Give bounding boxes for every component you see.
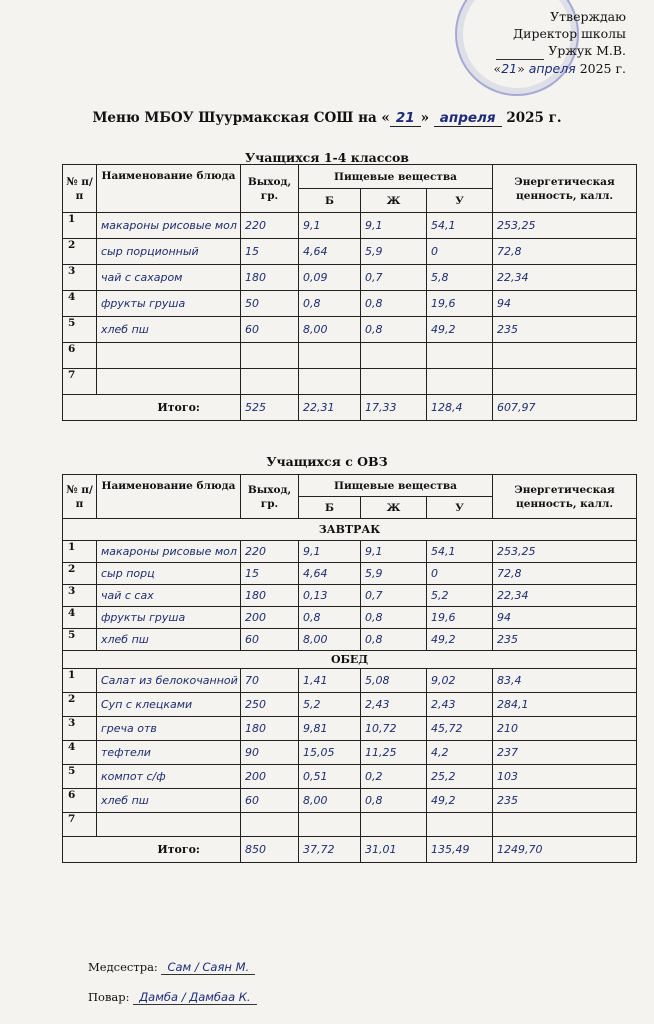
dish-output: 60: [241, 317, 299, 343]
approval-date-day: 21: [501, 61, 518, 76]
dish-fat: 5,9: [361, 563, 427, 585]
dish-energy: 235: [493, 317, 637, 343]
dish-carbs: 5,8: [427, 265, 493, 291]
dish-fat: 0,7: [361, 265, 427, 291]
dish-output: 90: [241, 741, 299, 765]
dish-energy: 94: [493, 607, 637, 629]
dish-energy: 237: [493, 741, 637, 765]
dish-name: компот с/ф: [97, 765, 241, 789]
approval-date: [494, 60, 626, 77]
dish-fat: 9,1: [361, 213, 427, 239]
section-row: [63, 651, 637, 669]
dish-carbs: 0: [427, 563, 493, 585]
dish-carbs: 5,2: [427, 585, 493, 607]
director-name: Уржук М.В.: [548, 43, 626, 58]
dish-carbs: 49,2: [427, 629, 493, 651]
row-num: 7: [63, 369, 97, 395]
dish-output: 50: [241, 291, 299, 317]
dish-energy: 210: [493, 717, 637, 741]
title-day: 21: [390, 110, 421, 127]
dish-carbs: 54,1: [427, 541, 493, 563]
dish-output: 250: [241, 693, 299, 717]
total-label: Итого:: [63, 395, 241, 421]
dish-name: хлеб пш: [97, 317, 241, 343]
table-row: [63, 765, 637, 789]
table-row: [63, 669, 637, 693]
section-row: [63, 519, 637, 541]
col-energy: Энергетическая ценность, калл.: [493, 475, 637, 519]
dish-name: тефтели: [97, 741, 241, 765]
table-row: [63, 717, 637, 741]
total-label: Итого:: [63, 837, 241, 863]
title-year: 2025 г.: [506, 110, 562, 126]
table-row: [63, 629, 637, 651]
total-out: 525: [241, 395, 299, 421]
col-b: Б: [299, 189, 361, 213]
title-month: апреля: [434, 110, 502, 127]
approval-line1: Утверждаю: [550, 9, 626, 24]
approval-block: [494, 8, 626, 77]
nurse-signature: Сам / Саян М.: [161, 960, 255, 975]
date-close: »: [517, 61, 525, 76]
dish-energy: [493, 813, 637, 837]
dish-carbs: 4,2: [427, 741, 493, 765]
dish-output: 180: [241, 717, 299, 741]
dish-protein: 1,41: [299, 669, 361, 693]
table-row: [63, 213, 637, 239]
dish-output: 70: [241, 669, 299, 693]
row-num: 4: [63, 741, 97, 765]
dish-fat: [361, 343, 427, 369]
dish-carbs: 9,02: [427, 669, 493, 693]
title-mid: »: [420, 110, 430, 126]
dish-energy: 72,8: [493, 563, 637, 585]
director-signature: [496, 42, 544, 60]
total-u: 135,49: [427, 837, 493, 863]
dish-fat: 5,9: [361, 239, 427, 265]
dish-protein: 9,1: [299, 213, 361, 239]
dish-energy: 235: [493, 789, 637, 813]
table-row: [63, 741, 637, 765]
dish-protein: [299, 813, 361, 837]
row-num: 2: [63, 693, 97, 717]
dish-carbs: 49,2: [427, 317, 493, 343]
table-row: [63, 693, 637, 717]
dish-fat: 0,8: [361, 317, 427, 343]
total-out: 850: [241, 837, 299, 863]
row-num: 5: [63, 629, 97, 651]
dish-fat: 2,43: [361, 693, 427, 717]
section-label: ЗАВТРАК: [63, 519, 637, 541]
dish-fat: 9,1: [361, 541, 427, 563]
col-nutrients: Пищевые вещества: [299, 165, 493, 189]
dish-protein: 8,00: [299, 789, 361, 813]
dish-fat: [361, 813, 427, 837]
table1-title: Учащихся 1-4 классов: [245, 150, 409, 165]
col-nutrients: Пищевые вещества: [299, 475, 493, 497]
dish-protein: 15,05: [299, 741, 361, 765]
table-row: [63, 291, 637, 317]
row-num: 6: [63, 789, 97, 813]
total-b: 22,31: [299, 395, 361, 421]
dish-protein: 9,1: [299, 541, 361, 563]
dish-name: чай с сах: [97, 585, 241, 607]
dish-carbs: 19,6: [427, 291, 493, 317]
total-e: 607,97: [493, 395, 637, 421]
col-u: У: [427, 189, 493, 213]
dish-energy: 253,25: [493, 213, 637, 239]
table2-title: Учащихся с ОВЗ: [266, 454, 388, 469]
row-num: 5: [63, 317, 97, 343]
dish-fat: [361, 369, 427, 395]
cook-line: [88, 990, 257, 1005]
cook-label: Повар:: [88, 990, 130, 1004]
menu-table-grades-1-4: [62, 164, 637, 421]
dish-output: 15: [241, 239, 299, 265]
table-row: [63, 813, 637, 837]
dish-energy: 72,8: [493, 239, 637, 265]
page-title: [0, 110, 654, 127]
dish-name: хлеб пш: [97, 789, 241, 813]
row-num: 3: [63, 585, 97, 607]
row-num: 2: [63, 239, 97, 265]
dish-name: сыр порционный: [97, 239, 241, 265]
dish-output: [241, 813, 299, 837]
section-label: ОБЕД: [63, 651, 637, 669]
row-num: 7: [63, 813, 97, 837]
dish-protein: 9,81: [299, 717, 361, 741]
dish-fat: 0,7: [361, 585, 427, 607]
total-zh: 17,33: [361, 395, 427, 421]
dish-fat: 11,25: [361, 741, 427, 765]
dish-fat: 0,8: [361, 789, 427, 813]
col-zh: Ж: [361, 189, 427, 213]
dish-fat: 0,2: [361, 765, 427, 789]
cook-signature: Дамба / Дамбаа К.: [133, 990, 256, 1005]
dish-name: фрукты груша: [97, 291, 241, 317]
dish-protein: 0,8: [299, 607, 361, 629]
table-row: [63, 789, 637, 813]
approval-date-month: апреля: [528, 61, 576, 76]
dish-carbs: [427, 343, 493, 369]
table-row: [63, 585, 637, 607]
dish-output: 180: [241, 265, 299, 291]
dish-carbs: 49,2: [427, 789, 493, 813]
dish-output: 180: [241, 585, 299, 607]
row-num: 6: [63, 343, 97, 369]
table-row: [63, 239, 637, 265]
dish-output: 220: [241, 541, 299, 563]
col-out: Выход, гр.: [241, 165, 299, 213]
nurse-label: Медсестра:: [88, 960, 158, 974]
dish-output: 220: [241, 213, 299, 239]
total-zh: 31,01: [361, 837, 427, 863]
col-b: Б: [299, 497, 361, 519]
dish-name: греча отв: [97, 717, 241, 741]
col-name: Наименование блюда: [97, 165, 241, 213]
dish-energy: 253,25: [493, 541, 637, 563]
dish-fat: 0,8: [361, 291, 427, 317]
approval-signature: [494, 42, 626, 60]
dish-energy: 235: [493, 629, 637, 651]
dish-output: 200: [241, 765, 299, 789]
table-row: [63, 563, 637, 585]
dish-fat: 0,8: [361, 629, 427, 651]
dish-name: чай с сахаром: [97, 265, 241, 291]
table-row: [63, 317, 637, 343]
table-row: [63, 541, 637, 563]
date-open: «: [493, 61, 502, 76]
dish-name: [97, 369, 241, 395]
dish-protein: [299, 369, 361, 395]
row-num: 2: [63, 563, 97, 585]
dish-protein: 8,00: [299, 629, 361, 651]
dish-protein: 0,51: [299, 765, 361, 789]
dish-protein: [299, 343, 361, 369]
dish-protein: 0,09: [299, 265, 361, 291]
menu-table-ovz: [62, 474, 637, 863]
col-name: Наименование блюда: [97, 475, 241, 519]
total-b: 37,72: [299, 837, 361, 863]
dish-energy: 22,34: [493, 265, 637, 291]
dish-energy: 22,34: [493, 585, 637, 607]
row-num: 3: [63, 265, 97, 291]
dish-energy: 284,1: [493, 693, 637, 717]
dish-carbs: 2,43: [427, 693, 493, 717]
dish-output: [241, 343, 299, 369]
dish-fat: 5,08: [361, 669, 427, 693]
dish-name: хлеб пш: [97, 629, 241, 651]
dish-carbs: [427, 369, 493, 395]
dish-carbs: 0: [427, 239, 493, 265]
approval-date-year: 2025 г.: [579, 61, 626, 76]
dish-output: 60: [241, 629, 299, 651]
table-row: [63, 265, 637, 291]
col-zh: Ж: [361, 497, 427, 519]
dish-energy: [493, 369, 637, 395]
dish-name: сыр порц: [97, 563, 241, 585]
row-num: 1: [63, 213, 97, 239]
title-prefix: Меню МБОУ Шуурмакская СОШ на «: [92, 110, 390, 126]
dish-carbs: 54,1: [427, 213, 493, 239]
dish-carbs: 19,6: [427, 607, 493, 629]
col-num: № п/п: [63, 165, 97, 213]
dish-name: [97, 343, 241, 369]
dish-name: макароны рисовые мол: [97, 541, 241, 563]
dish-output: [241, 369, 299, 395]
total-row: [63, 395, 637, 421]
dish-energy: [493, 343, 637, 369]
col-energy: Энергетическая ценность, калл.: [493, 165, 637, 213]
table-row: [63, 607, 637, 629]
dish-fat: 10,72: [361, 717, 427, 741]
row-num: 4: [63, 291, 97, 317]
dish-name: фрукты груша: [97, 607, 241, 629]
dish-name: [97, 813, 241, 837]
row-num: 3: [63, 717, 97, 741]
dish-output: 60: [241, 789, 299, 813]
row-num: 1: [63, 669, 97, 693]
dish-name: Суп с клецками: [97, 693, 241, 717]
dish-carbs: 25,2: [427, 765, 493, 789]
row-num: 1: [63, 541, 97, 563]
dish-energy: 83,4: [493, 669, 637, 693]
dish-carbs: [427, 813, 493, 837]
dish-protein: 8,00: [299, 317, 361, 343]
dish-protein: 4,64: [299, 239, 361, 265]
nurse-line: [88, 960, 255, 975]
total-e: 1249,70: [493, 837, 637, 863]
dish-name: Салат из белокочанной: [97, 669, 241, 693]
table-row: [63, 369, 637, 395]
dish-energy: 94: [493, 291, 637, 317]
dish-output: 200: [241, 607, 299, 629]
dish-output: 15: [241, 563, 299, 585]
row-num: 4: [63, 607, 97, 629]
col-out: Выход, гр.: [241, 475, 299, 519]
dish-protein: 0,13: [299, 585, 361, 607]
dish-energy: 103: [493, 765, 637, 789]
col-num: № п/п: [63, 475, 97, 519]
dish-fat: 0,8: [361, 607, 427, 629]
approval-line2: Директор школы: [513, 26, 626, 41]
dish-protein: 0,8: [299, 291, 361, 317]
row-num: 5: [63, 765, 97, 789]
dish-protein: 5,2: [299, 693, 361, 717]
total-row: [63, 837, 637, 863]
dish-protein: 4,64: [299, 563, 361, 585]
col-u: У: [427, 497, 493, 519]
dish-carbs: 45,72: [427, 717, 493, 741]
total-u: 128,4: [427, 395, 493, 421]
table-row: [63, 343, 637, 369]
dish-name: макароны рисовые мол: [97, 213, 241, 239]
